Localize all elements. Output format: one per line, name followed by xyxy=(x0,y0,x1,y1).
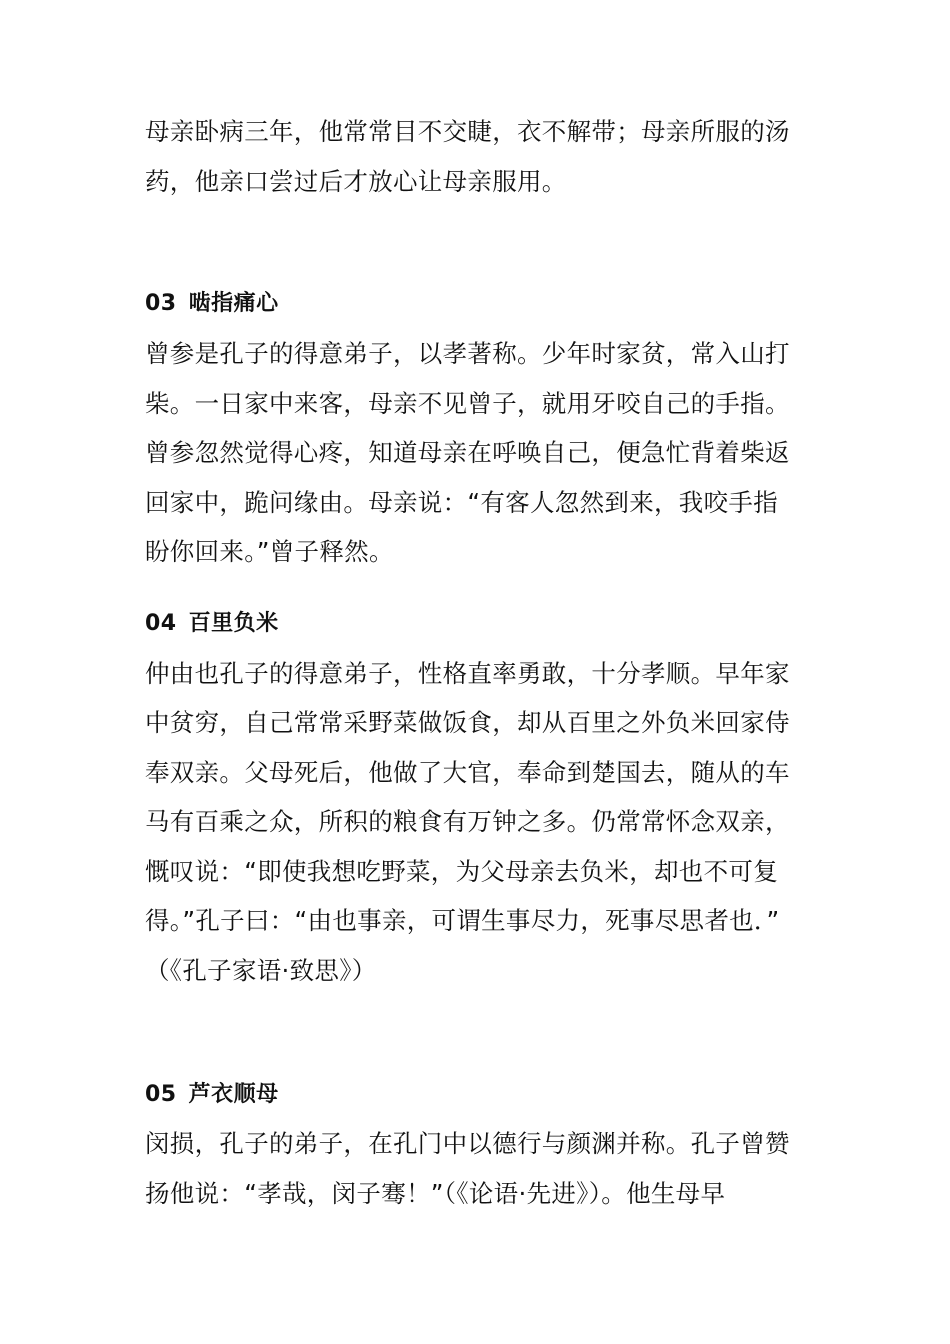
paragraph-line: 奉双亲。父母死后，他做了大官，奉命到楚国去，随从的车 xyxy=(145,758,790,787)
paragraph-line: 曾参忽然觉得心疼，知道母亲在呼唤自己，便急忙背着柴返 xyxy=(145,438,790,467)
paragraph-line: 中贫穷，自己常常采野菜做饭食，却从百里之外负米回家侍 xyxy=(145,708,790,737)
paragraph-line: 马有百乘之众，所积的粮食有万钟之多。仍常常怀念双亲， xyxy=(145,807,790,836)
paragraph-line: 柴。一日家中来客，母亲不见曾子，就用牙咬自己的手指。 xyxy=(145,389,790,418)
section-number: 04 xyxy=(145,611,177,636)
section-title: 芦衣顺母 xyxy=(188,1082,279,1107)
section-heading-04 xyxy=(145,609,279,639)
paragraph-line: 扬他说：“孝哉，闵子骞！”（《论语·先进》）。他生母早 xyxy=(145,1179,726,1208)
paragraph-line: 得。”孔子曰：“由也事亲，可谓生事尽力，死事尽思者也．” xyxy=(145,906,780,935)
section-heading-05 xyxy=(145,1080,279,1110)
paragraph-line: 母亲卧病三年，他常常目不交睫，衣不解带；母亲所服的汤 xyxy=(145,117,790,146)
section-number: 03 xyxy=(145,291,177,316)
section-number: 05 xyxy=(145,1082,177,1107)
section-title: 啮指痛心 xyxy=(188,291,279,316)
paragraph-line: 回家中，跪问缘由。母亲说：“有客人忽然到来，我咬手指 xyxy=(145,488,778,517)
paragraph-line: 仲由也孔子的得意弟子，性格直率勇敢，十分孝顺。早年家 xyxy=(145,659,790,688)
paragraph-line: 闵损，孔子的弟子，在孔门中以德行与颜渊并称。孔子曾赞 xyxy=(145,1129,790,1158)
paragraph-line: 药，他亲口尝过后才放心让母亲服用。 xyxy=(145,167,567,196)
section-heading-03 xyxy=(145,289,279,319)
paragraph-line: 曾参是孔子的得意弟子，以孝著称。少年时家贫，常入山打 xyxy=(145,339,790,368)
paragraph-line: 慨叹说：“即使我想吃野菜，为父母亲去负米，却也不可复 xyxy=(145,857,778,886)
section-title: 百里负米 xyxy=(188,611,279,636)
paragraph-line: 盼你回来。”曾子释然。 xyxy=(145,537,394,566)
paragraph-line: （《孔子家语·致思》） xyxy=(145,956,377,985)
